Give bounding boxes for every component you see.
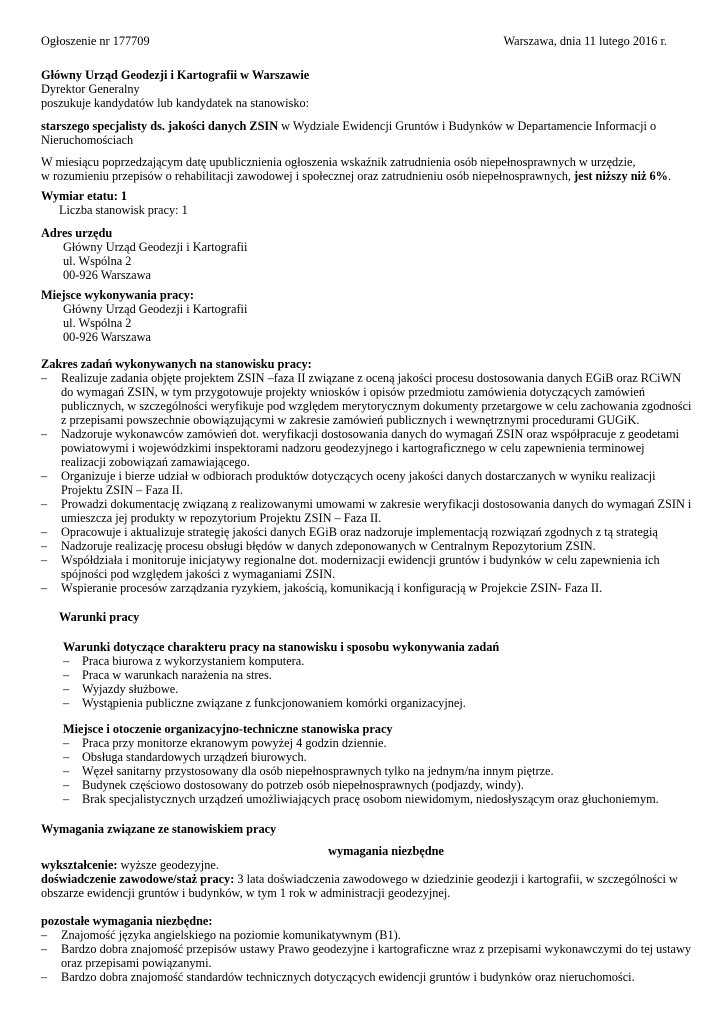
- bullet-dash: –: [63, 654, 70, 668]
- workplace-line: Główny Urząd Geodezji i Kartografii: [63, 302, 248, 316]
- list-item: [41, 750, 691, 764]
- list-item: [41, 469, 691, 497]
- list-item-text: Opracowuje i aktualizuje strategię jakości danych EGiB oraz nadzoruje implementacją rozwiązań zgodnych z tą strategią: [61, 525, 658, 539]
- list-item-text: Znajomość języka angielskiego na poziomie komunikatywnym (B1).: [61, 928, 401, 942]
- bullet-dash: –: [63, 778, 70, 792]
- list-item: [41, 928, 691, 942]
- list-item-text: umieszcza jej produkty w repozytorium Projektu ZSIN – Faza II.: [61, 511, 382, 525]
- character-list: [41, 654, 691, 710]
- bullet-dash: –: [63, 696, 70, 710]
- requirements-section: [41, 822, 691, 984]
- environment-list: [41, 736, 691, 806]
- list-item-text: Nadzoruje realizację procesu obsługi błędów w danych zdeponowanych w Centralnym Repozytorium ZSIN.: [61, 539, 596, 553]
- position-count: Liczba stanowisk pracy: 1: [59, 203, 188, 217]
- list-item: [41, 696, 691, 710]
- list-item-text: Praca w warunkach narażenia na stres.: [82, 668, 272, 682]
- bullet-dash: –: [41, 497, 48, 511]
- education-value: wyższe geodezyjne.: [117, 858, 219, 872]
- bullet-dash: –: [41, 469, 48, 483]
- address-line: 00-926 Warszawa: [63, 268, 151, 282]
- experience-label: doświadczenie zawodowe/staż pracy:: [41, 872, 235, 886]
- disability-note: [41, 155, 691, 183]
- workplace-label: Miejsce wykonywania pracy:: [41, 288, 195, 302]
- address-label: Adres urzędu: [41, 226, 113, 240]
- list-item-text: Wspieranie procesów zarządzania ryzykiem, jakością, komunikacją i konfiguracją w Projekcie ZSIN- Faza II.: [61, 581, 603, 595]
- bullet-dash: –: [41, 970, 48, 984]
- disability-note-line1: W miesiącu poprzedzającym datę upublicznienia ogłoszenia wskaźnik zatrudnienia osób niepełnosprawnych w urzędzie,: [41, 155, 636, 169]
- list-item-text: Bardzo dobra znajomość przepisów ustawy Prawo geodezyjne i kartograficzne wraz z przepisami wykonawczymi do tej ustawy: [61, 942, 691, 956]
- list-item-text: z przepisami powszechnie obowiązującymi w zakresie zamówień publicznych i wewnętrznymi procedurami GUGiK.: [61, 413, 640, 427]
- list-item: [41, 764, 691, 778]
- bullet-dash: –: [41, 942, 48, 956]
- address-block: [41, 226, 691, 282]
- list-item-text: Współdziała i monitoruje inicjatywy regionalne dot. modernizacji ewidencji gruntów i budynków w celu zapewnienia ich: [61, 553, 660, 567]
- bullet-dash: –: [63, 764, 70, 778]
- list-item: [41, 525, 691, 539]
- etat-block: [41, 189, 691, 217]
- list-item: [41, 581, 691, 595]
- required-label: wymagania niezbędne: [328, 844, 444, 858]
- list-item-text: Wystąpienia publiczne związane z funkcjonowaniem komórki organizacyjnej.: [82, 696, 466, 710]
- organization-name: Główny Urząd Geodezji i Kartografii w Warszawie: [41, 68, 310, 82]
- list-item: [41, 970, 691, 984]
- bullet-dash: –: [63, 668, 70, 682]
- list-item: [41, 736, 691, 750]
- bullet-dash: –: [41, 553, 48, 567]
- bullet-dash: –: [63, 682, 70, 696]
- position-title: starszego specjalisty ds. jakości danych ZSIN: [41, 119, 279, 133]
- experience-value-cont: obszarze ewidencji gruntów i budynków, w tym 1 rok w administracji geodezyjnej.: [41, 886, 451, 900]
- workplace-line: 00-926 Warszawa: [63, 330, 151, 344]
- disability-note-end: .: [667, 169, 672, 183]
- position-block: [41, 119, 691, 147]
- list-item-text: powiatowymi i wojewódzkimi inspektorami nadzoru geodezyjnego i kartograficznego w celu zapewnienia terminowej: [61, 441, 645, 455]
- list-item-text: Realizuje zadania objęte projektem ZSIN –faza II związane z oceną jakości procesu dostosowania danych EGiB oraz RCiWN: [61, 371, 682, 385]
- list-item: [41, 792, 691, 806]
- bullet-dash: –: [63, 792, 70, 806]
- list-item-text: oraz przepisami powiązanymi.: [61, 956, 212, 970]
- disability-note-line2: w rozumieniu przepisów o rehabilitacji zawodowej i społecznej oraz zatrudnieniu osób niepełnosprawnych,: [41, 169, 575, 183]
- conditions-label: Warunki pracy: [59, 610, 140, 624]
- bullet-dash: –: [41, 581, 48, 595]
- list-item-text: do wymagań ZSIN, w tym przygotowuje projekty wniosków i opisów przedmiotu zamówienia dotyczących zamówień: [61, 385, 645, 399]
- list-item-text: Praca biurowa z wykorzystaniem komputera.: [82, 654, 305, 668]
- workplace-block: [41, 288, 691, 344]
- list-item: [41, 668, 691, 682]
- list-item-text: Organizuje i bierze udział w odbiorach produktów dotyczących oceny jakości danych dostarczanych w wyniku realizacji: [61, 469, 656, 483]
- list-item-text: Obsługa standardowych urządzeń biurowych.: [82, 750, 307, 764]
- list-item: [41, 497, 691, 525]
- announcement-number: Ogłoszenie nr 177709: [41, 34, 150, 48]
- seeks-text: poszukuje kandydatów lub kandydatek na stanowisko:: [41, 96, 310, 110]
- list-item: [41, 654, 691, 668]
- list-item-text: publicznych, w szczególności weryfikuje pod względem merytorycznym dokumenty przetargowe w celu zachowania zgodności: [61, 399, 692, 413]
- other-requirements-label: pozostałe wymagania niezbędne:: [41, 914, 213, 928]
- list-item: [41, 427, 691, 469]
- other-requirements-list: [41, 928, 691, 984]
- education-label: wykształcenie:: [41, 858, 118, 872]
- bullet-dash: –: [63, 750, 70, 764]
- list-item-text: spójności pod względem jakości z wymaganiami ZSIN.: [61, 567, 336, 581]
- announcement-date: Warszawa, dnia 11 lutego 2016 r.: [503, 34, 667, 48]
- bullet-dash: –: [41, 371, 48, 385]
- duties-list: [41, 371, 691, 595]
- bullet-dash: –: [41, 928, 48, 942]
- bullet-dash: –: [41, 427, 48, 441]
- duties-label: Zakres zadań wykonywanych na stanowisku pracy:: [41, 357, 312, 371]
- conditions-section: [41, 610, 691, 806]
- list-item-text: Wyjazdy służbowe.: [82, 682, 179, 696]
- position-department: w Wydziale Ewidencji Gruntów i Budynków w Departamencie Informacji o: [278, 119, 657, 133]
- list-item-text: Prowadzi dokumentację związaną z realizowanymi umowami w zakresie weryfikacji dostosowania danych do wymagań ZSIN i: [61, 497, 692, 511]
- organization-block: [41, 68, 691, 110]
- workplace-line: ul. Wspólna 2: [63, 316, 132, 330]
- list-item-text: Nadzoruje wykonawców zamówień dot. weryfikacji dostosowania danych do wymagań ZSIN oraz współpracuje z geodetami: [61, 427, 680, 441]
- list-item-text: Budynek częściowo dostosowany do potrzeb osób niepełnosprawnych (podjazdy, windy).: [82, 778, 524, 792]
- list-item: [41, 371, 691, 427]
- experience-value: 3 lata doświadczenia zawodowego w dziedzinie geodezji i kartografii, w szczególności w: [234, 872, 678, 886]
- bullet-dash: –: [63, 736, 70, 750]
- list-item: [41, 539, 691, 553]
- list-item-text: Bardzo dobra znajomość standardów technicznych dotyczących ewidencji gruntów i budynków oraz nieruchomości.: [61, 970, 635, 984]
- position-department-cont: Nieruchomościach: [41, 133, 134, 147]
- list-item-text: Praca przy monitorze ekranowym powyżej 4 godzin dziennie.: [82, 736, 387, 750]
- list-item: [41, 682, 691, 696]
- list-item: [41, 942, 691, 970]
- bullet-dash: –: [41, 539, 48, 553]
- disability-note-emphasis: jest niższy niż 6%: [574, 169, 668, 183]
- environment-label: Miejsce i otoczenie organizacyjno-techniczne stanowiska pracy: [63, 722, 393, 736]
- duties-section: [41, 357, 691, 595]
- address-line: Główny Urząd Geodezji i Kartografii: [63, 240, 248, 254]
- list-item-text: Węzeł sanitarny przystosowany dla osób niepełnosprawnych tylko na jednym/na innym piętrze.: [82, 764, 554, 778]
- list-item: [41, 778, 691, 792]
- bullet-dash: –: [41, 525, 48, 539]
- list-item-text: Projektu ZSIN – Faza II.: [61, 483, 183, 497]
- list-item-text: realizacji zobowiązań zamawiającego.: [61, 455, 250, 469]
- etat-label: Wymiar etatu: 1: [41, 189, 128, 203]
- requirements-label: Wymagania związane ze stanowiskiem pracy: [41, 822, 277, 836]
- list-item: [41, 553, 691, 581]
- address-line: ul. Wspólna 2: [63, 254, 132, 268]
- character-label: Warunki dotyczące charakteru pracy na stanowisku i sposobu wykonywania zadań: [63, 640, 500, 654]
- list-item-text: Brak specjalistycznych urządzeń umożliwiających pracę osobom niewidomym, niedosłyszącym oraz głuchoniemym.: [82, 792, 659, 806]
- director-title: Dyrektor Generalny: [41, 82, 140, 96]
